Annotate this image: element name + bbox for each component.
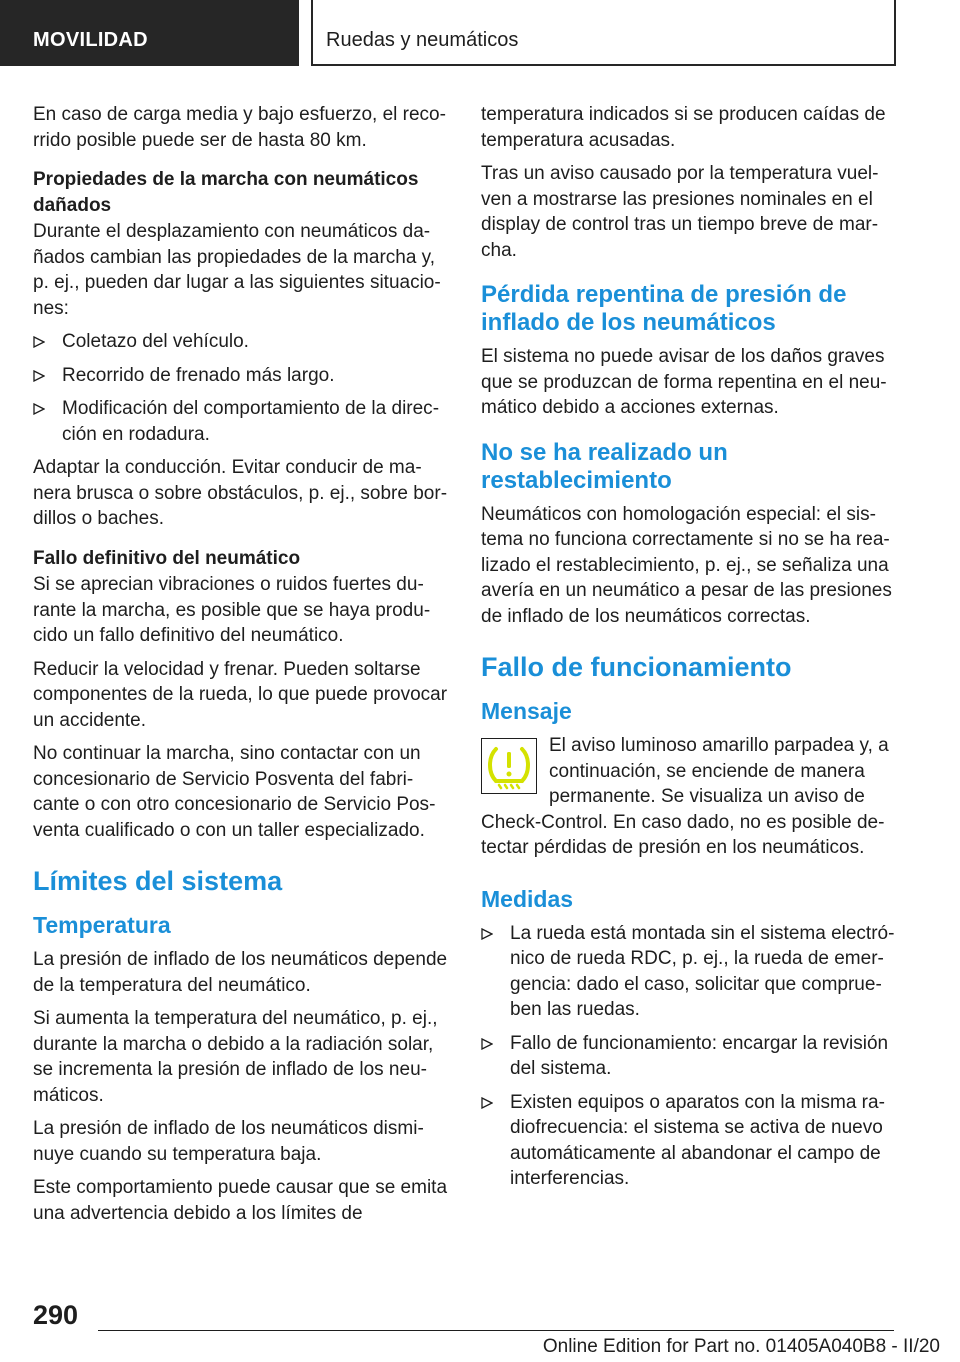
list-item	[33, 329, 451, 355]
edition-note: Online Edition for Part no. 01405A040B8 - II/20	[542, 1336, 940, 1357]
tire-failure-heading: Fallo definitivo del neumático	[33, 547, 301, 569]
triangle-right-icon	[481, 1038, 493, 1050]
list-item-text: Existen equipos o aparatos con la misma radiofrecuencia: el sistema se activa de nuevo automáticamente al abandonar el campo de interferencias.	[510, 1091, 885, 1189]
list-item	[481, 1031, 899, 1082]
damaged-tires-heading: Propiedades de la marcha con neumáticos dañados	[33, 169, 419, 216]
intro-paragraph: En caso de carga media y bajo esfuerzo, el recorrido posible puede ser de hasta 80 km.	[33, 104, 446, 151]
message-text: El aviso luminoso amarillo parpadea y, a continuación, se enciende de manera permanente. Se visualiza un aviso de Check-Control. En caso dado, no es posible detectar pérdidas de presión en los neumáticos.	[481, 735, 889, 858]
temperature-p5: Tras un aviso causado por la temperatura vuelven a mostrarse las presiones nominales en el display de control tras un tiempo breve de marcha.	[481, 163, 879, 261]
measures-heading: Medidas	[481, 885, 574, 912]
malfunction-heading: Fallo de funcionamiento	[481, 652, 792, 682]
list-item	[481, 1090, 899, 1192]
system-limits-heading: Límites del sistema	[33, 866, 283, 896]
tire-failure-p2: Reducir la velocidad y frenar. Pueden soltarse componentes de la rueda, lo que puede provocar un accidente.	[33, 658, 448, 731]
tire-failure-p3: No continuar la marcha, sino contactar con un concesionario de Servicio Posventa del fabricante o con otro concesionario de Servicio Posventa cualificado o con un taller especializado.	[33, 743, 436, 841]
page-number: 290	[33, 1300, 79, 1330]
adapt-driving-text: Adaptar la conducción. Evitar conducir de manera brusca o sobre obstáculos, p. ej., sobre bordillos o baches.	[33, 457, 448, 529]
triangle-right-icon	[33, 336, 45, 348]
page-header	[0, 0, 960, 66]
list-item-text: Recorrido de frenado más largo.	[62, 364, 335, 386]
no-reset-text: Neumáticos con homologación especial: el sistema no funciona correctamente si no se ha realizado el restablecimiento, p. ej., se señaliza una avería en un neumático a pesar de las presiones de inflado de los neumáticos correctas.	[481, 503, 892, 627]
damaged-tires-list	[33, 329, 451, 447]
no-reset-heading: No se ha realizado un restablecimiento	[481, 438, 728, 494]
tire-failure-p1: Si se aprecian vibraciones o ruidos fuertes durante la marcha, es posible que se haya producido un fallo definitivo del neumático.	[33, 574, 431, 646]
temperature-p3: La presión de inflado de los neumáticos disminuye cuando su temperatura baja.	[33, 1118, 424, 1165]
temperature-heading: Temperatura	[33, 912, 171, 938]
message-heading: Mensaje	[481, 698, 572, 724]
list-item-text: Modificación del comportamiento de la dirección en rodadura.	[62, 398, 440, 445]
sudden-pressure-loss-heading: Pérdida repentina de presión de inflado de los neumáticos	[481, 281, 847, 336]
triangle-right-icon	[481, 1097, 493, 1109]
temperature-p2: Si aumenta la temperatura del neumático, p. ej., durante la marcha o debido a la radiación solar, se incrementa la presión de inflado de los neumáticos.	[33, 1008, 438, 1106]
temperature-continued: temperatura indicados si se producen caídas de temperatura acusadas.	[481, 104, 886, 151]
sudden-pressure-loss-text: El sistema no puede avisar de los daños graves que se produzcan de forma repentina en el neumático debido a acciones externas.	[481, 346, 887, 418]
damaged-tires-text: Durante el desplazamiento con neumáticos dañados cambian las propiedades de la marcha y, p. ej., pueden dar lugar a las siguientes situaciones:	[33, 221, 441, 319]
list-item-text: Coletazo del vehículo.	[62, 331, 249, 352]
temperature-p1: La presión de inflado de los neumáticos depende de la temperatura del neumático.	[33, 949, 448, 996]
tire-pressure-warning-icon	[481, 738, 537, 794]
triangle-right-icon	[481, 928, 493, 940]
footer-divider	[98, 1330, 894, 1331]
list-item-text: La rueda está montada sin el sistema electrónico de rueda RDC, p. ej., la rueda de emergencia: dado el caso, solicitar que comprueben las ruedas.	[510, 922, 895, 1020]
measures-list	[481, 921, 899, 1192]
right-column	[481, 102, 899, 1200]
list-item-text: Fallo de funcionamiento: encargar la revisión del sistema.	[510, 1032, 889, 1079]
list-item	[33, 396, 451, 447]
triangle-right-icon	[33, 370, 45, 382]
triangle-right-icon	[33, 403, 45, 415]
chapter-title: Ruedas y neumáticos	[311, 0, 896, 66]
temperature-p4: Este comportamiento puede causar que se emita una advertencia debido a los límites de	[33, 1177, 448, 1224]
message-block	[481, 733, 899, 861]
list-item	[481, 921, 899, 1023]
list-item	[33, 363, 451, 389]
left-column	[33, 102, 451, 1234]
section-title: MOVILIDAD	[0, 0, 299, 66]
